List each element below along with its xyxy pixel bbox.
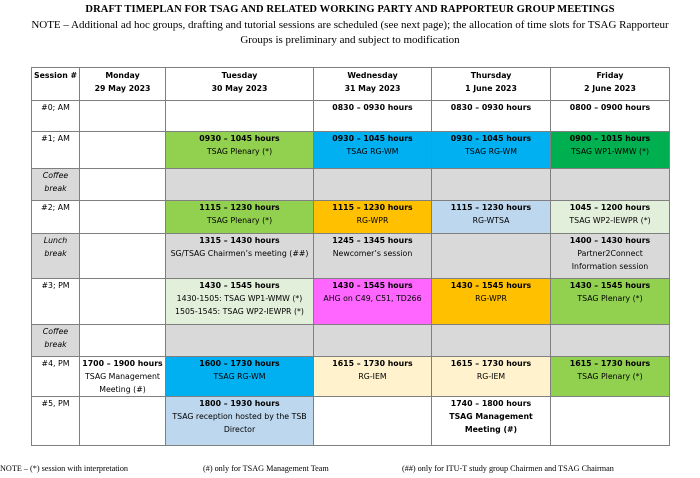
cell-empty [80, 234, 166, 279]
cell-thu-r0: 0830 – 0930 hours [432, 101, 551, 132]
cell-tue-r2: 1115 – 1230 hours TSAG Plenary (*) [166, 201, 314, 234]
cell-wed-r1: 0930 – 1045 hours TSAG RG-WM [314, 132, 432, 169]
session-label: #0; AM [32, 101, 80, 132]
cell-empty [80, 325, 166, 357]
cell-fri-r1: 0900 – 1015 hours TSAG WP1-WMW (*) [551, 132, 670, 169]
cell-fri-lunch: 1400 – 1430 hours Partner2Connect Information session [551, 234, 670, 279]
cell-empty [80, 101, 166, 132]
cell-thu-r2: 1115 – 1230 hours RG-WTSA [432, 201, 551, 234]
col-header-friday: Friday 2 June 2023 [551, 68, 670, 101]
cell-thu-r4: 1615 – 1730 hours RG-IEM [432, 357, 551, 397]
break-cell [432, 169, 551, 201]
lunch-break-row [32, 234, 670, 279]
cell-thu-r3: 1430 – 1545 hours RG-WPR [432, 279, 551, 325]
cell-wed-r3: 1430 – 1545 hours AHG on C49, C51, TD266 [314, 279, 432, 325]
col-header-wednesday: Wednesday 31 May 2023 [314, 68, 432, 101]
footer-note-interpretation: NOTE – (*) session with interpretation [0, 464, 129, 473]
break-cell [551, 169, 670, 201]
session-row-2 [32, 201, 670, 234]
page-title: DRAFT TIMEPLAN FOR TSAG AND RELATED WORKING PARTY AND RAPPORTEUR GROUP MEETINGS [85, 4, 615, 15]
break-cell [432, 234, 551, 279]
cell-empty [80, 279, 166, 325]
note-line-1: NOTE – Additional ad hoc groups, drafting and tutorial sessions are scheduled (see next page); the allocation of time slots for TSAG Rapporteur [31, 19, 669, 31]
cell-wed-r2: 1115 – 1230 hours RG-WPR [314, 201, 432, 234]
break-label: Coffee break [32, 325, 80, 357]
cell-thu-r1: 0930 – 1045 hours TSAG RG-WM [432, 132, 551, 169]
session-label: #1; AM [32, 132, 80, 169]
col-header-tuesday: Tuesday 30 May 2023 [166, 68, 314, 101]
session-row-1 [32, 132, 670, 169]
cell-fri-r4: 1615 – 1730 hours TSAG Plenary (*) [551, 357, 670, 397]
header-note [0, 18, 700, 48]
footer-note-management: (#) only for TSAG Management Team [203, 464, 329, 473]
session-row-4 [32, 357, 670, 397]
col-header-thursday: Thursday 1 June 2023 [432, 68, 551, 101]
cell-fri-r2: 1045 – 1200 hours TSAG WP2-IEWPR (*) [551, 201, 670, 234]
note-line-2: Groups is preliminary and subject to modification [240, 34, 460, 46]
cell-tue-lunch: 1315 – 1430 hours SG/TSAG Chairmen’s meeting (##) [166, 234, 314, 279]
col-header-monday: Monday 29 May 2023 [80, 68, 166, 101]
cell-fri-r0: 0800 – 0900 hours [551, 101, 670, 132]
cell-empty [166, 101, 314, 132]
session-row-3 [32, 279, 670, 325]
break-cell [314, 169, 432, 201]
session-label: #5, PM [32, 397, 80, 446]
cell-empty [80, 397, 166, 446]
cell-tue-r3: 1430 – 1545 hours 1430-1505: TSAG WP1-WMW (*) 1505-1545: TSAG WP2-IEWPR (*) [166, 279, 314, 325]
break-label: Coffee break [32, 169, 80, 201]
cell-tue-r5: 1800 – 1930 hours TSAG reception hosted by the TSB Director [166, 397, 314, 446]
break-cell [314, 325, 432, 357]
col-header-session: Session # [32, 68, 80, 101]
break-cell [166, 169, 314, 201]
break-cell [551, 325, 670, 357]
cell-empty [80, 132, 166, 169]
session-row-0 [32, 101, 670, 132]
cell-empty [80, 169, 166, 201]
cell-wed-lunch: 1245 – 1345 hours Newcomer’s session [314, 234, 432, 279]
cell-mon-r4: 1700 – 1900 hours TSAG Management Meeting (#) [80, 357, 166, 397]
cell-fri-r3: 1430 – 1545 hours TSAG Plenary (*) [551, 279, 670, 325]
cell-empty [551, 397, 670, 446]
cell-empty [314, 397, 432, 446]
break-label: Lunch break [32, 234, 80, 279]
cell-tue-r1: 0930 – 1045 hours TSAG Plenary (*) [166, 132, 314, 169]
coffee-break-row-1 [32, 169, 670, 201]
footer-note-chairmen: (##) only for ITU-T study group Chairmen and TSAG Chairman [402, 464, 614, 473]
cell-wed-r0: 0830 – 0930 hours [314, 101, 432, 132]
coffee-break-row-2 [32, 325, 670, 357]
cell-empty [80, 201, 166, 234]
cell-wed-r4: 1615 – 1730 hours RG-IEM [314, 357, 432, 397]
cell-thu-r5: 1740 – 1800 hours TSAG Management Meeting (#) [432, 397, 551, 446]
break-cell [432, 325, 551, 357]
header-row [32, 68, 670, 101]
session-row-5 [32, 397, 670, 446]
session-label: #2; AM [32, 201, 80, 234]
timeplan-table [31, 67, 670, 446]
session-label: #4, PM [32, 357, 80, 397]
break-cell [166, 325, 314, 357]
cell-tue-r4: 1600 – 1730 hours TSAG RG-WM [166, 357, 314, 397]
session-label: #3; PM [32, 279, 80, 325]
